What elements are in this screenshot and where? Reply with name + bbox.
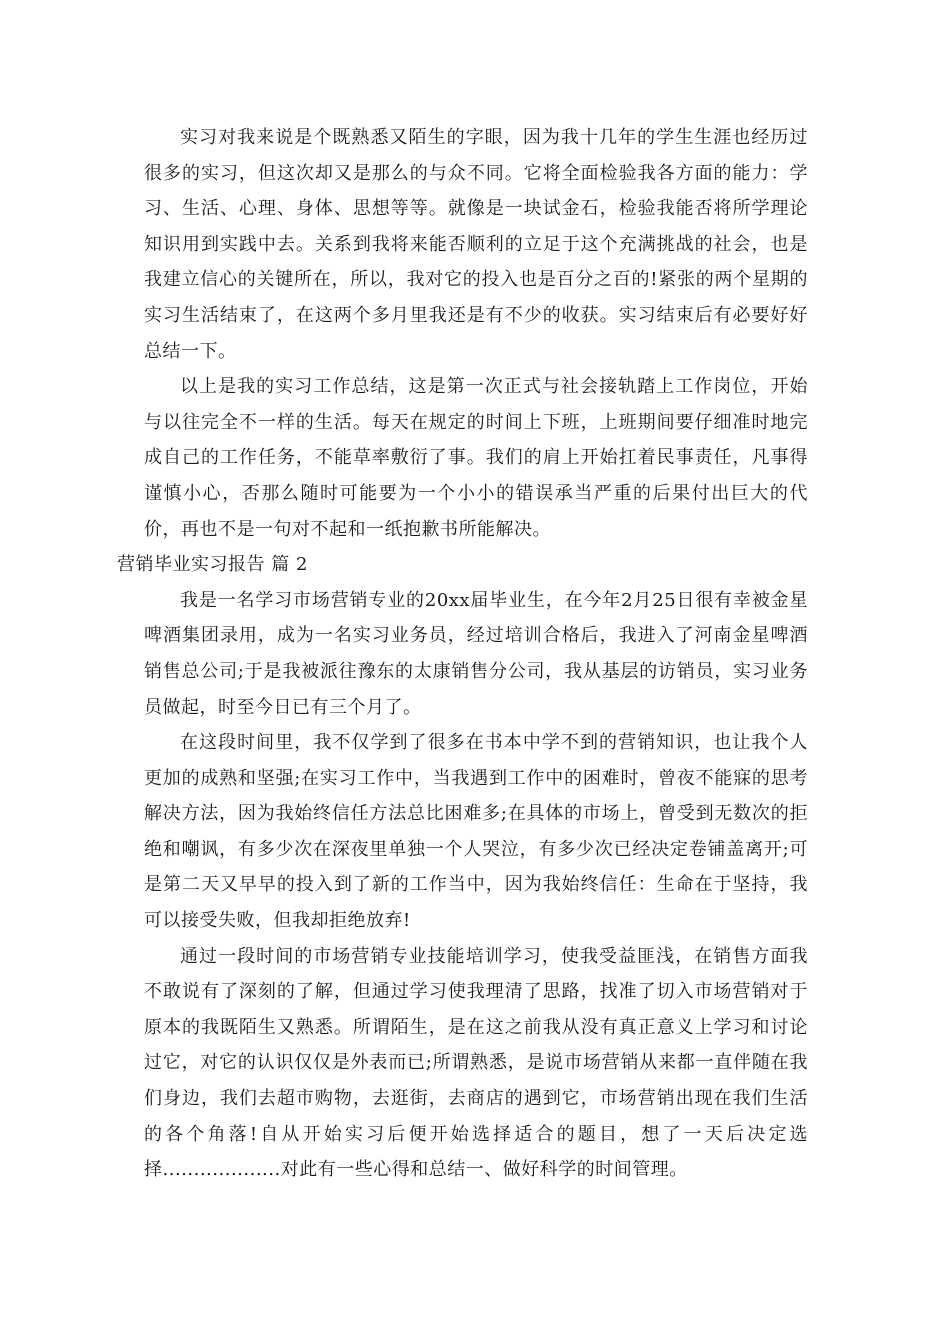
paragraph: 以上是我的实习工作总结，这是第一次正式与社会接轨踏上工作岗位，开始与以往完全不一样的生活。每天在规定的时间上下班，上班期间要仔细准时地完成自己的工作任务，不能草率敷衍了事。我们的肩上开始扛着民事责任，凡事得谨慎小心，否那么随时可能要为一个小小的错误承当严重的后果付出巨大的代价，再也不是一句对不起和一纸抱歉书所能解决。	[144, 376, 808, 540]
document-body	[117, 120, 808, 1188]
paragraph: 我是一名学习市场营销专业的20xx届毕业生，在今年2月25日很有幸被金星啤酒集团录用，成为一名实习业务员，经过培训合格后，我进入了河南金星啤酒销售总公司;于是我被派往豫东的太康销售分公司，我从基层的访销员，实习业务员做起，时至今日已有三个月了。	[144, 589, 808, 718]
paragraph: 通过一段时间的市场营销专业技能培训学习，使我受益匪浅，在销售方面我不敢说有了深刻的了解，但通过学习使我理清了思路，找准了切入市场营销对于原本的我既陌生又熟悉。所谓陌生，是在这之前我从没有真正意义上学习和讨论过它，对它的认识仅仅是外表而已;所谓熟悉，是说市场营销从来都一直伴随在我们身边，我们去超市购物，去逛街，去商店的遇到它，市场营销出现在我们生活的各个角落!自从开始实习后便开始选择适合的题目，想了一天后决定选择...................对此有一些心得和总结一、做好科学的时间管理。	[144, 945, 808, 1181]
section-heading: 营销毕业实习报告 篇 2	[117, 554, 308, 576]
paragraph: 在这段时间里，我不仅学到了很多在书本中学不到的营销知识，也让我个人更加的成熟和坚强;在实习工作中，当我遇到工作中的困难时，曾夜不能寐的思考解决方法，因为我始终信任方法总比困难多;在具体的市场上，曾受到无数次的拒绝和嘲讽，有多少次在深夜里单独一个人哭泣，有多少次已经决定卷铺盖离开;可是第二天又早早的投入到了新的工作当中，因为我始终信任：生命在于坚持，我可以接受失败，但我却拒绝放弃!	[144, 732, 808, 932]
paragraph: 实习对我来说是个既熟悉又陌生的字眼，因为我十几年的学生生涯也经历过很多的实习，但这次却又是那么的与众不同。它将全面检验我各方面的能力：学习、生活、心理、身体、思想等等。就像是一块试金石，检验我能否将所学理论知识用到实践中去。关系到我将来能否顺利的立足于这个充满挑战的社会，也是我建立信心的关键所在，所以，我对它的投入也是百分之百的!紧张的两个星期的实习生活结束了，在这两个多月里我还是有不少的收获。实习结束后有必要好好总结一下。	[144, 127, 808, 362]
